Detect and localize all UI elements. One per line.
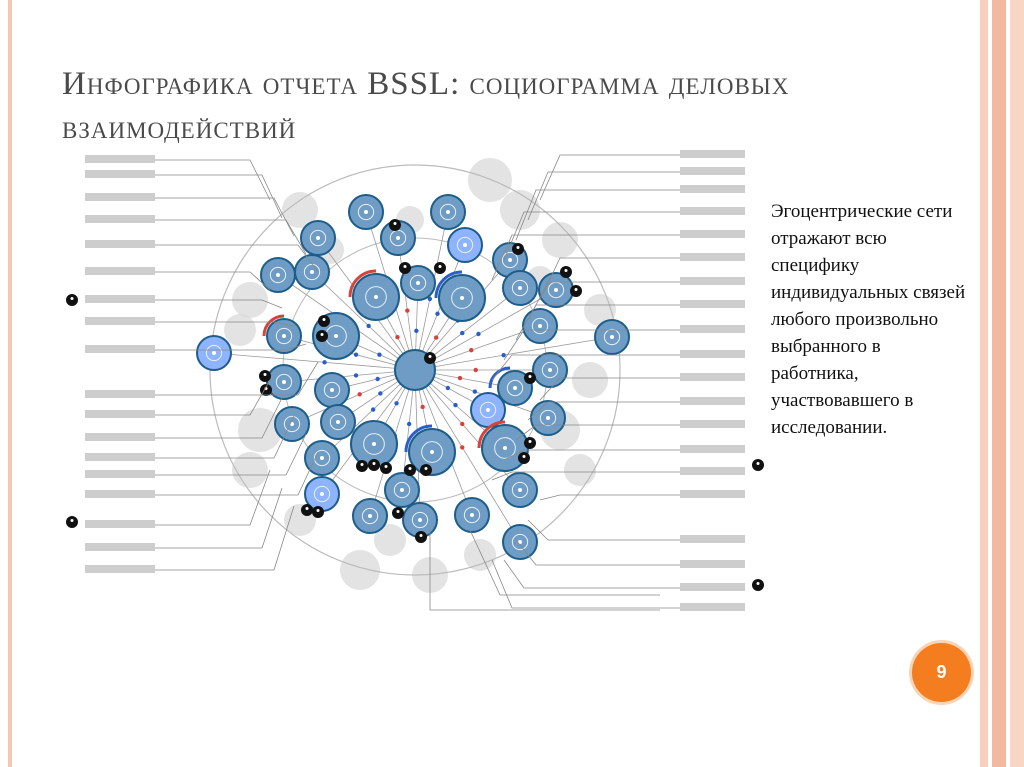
edge-marker: [414, 329, 418, 333]
background-blob: [224, 314, 256, 346]
blurred-label: [680, 535, 745, 543]
leader-line: [528, 172, 680, 220]
blurred-label: [680, 300, 745, 308]
person-icon-head: [517, 246, 520, 249]
edge-marker: [420, 405, 424, 409]
snowflake-icon: [538, 324, 542, 328]
edge-marker: [460, 445, 464, 449]
edge-marker: [394, 401, 398, 405]
edge-marker: [435, 312, 439, 316]
background-blob: [232, 452, 268, 488]
blurred-label: [85, 490, 155, 498]
blurred-label: [680, 490, 745, 498]
snowflake-icon: [330, 388, 334, 392]
person-icon-head: [373, 462, 376, 465]
person-icon-head: [404, 265, 407, 268]
person-icon-head: [425, 467, 428, 470]
edge-marker: [371, 407, 375, 411]
leader-line: [155, 434, 306, 475]
person-icon-head: [429, 355, 432, 358]
blurred-label: [85, 433, 155, 441]
person-icon-head: [523, 455, 526, 458]
snowflake-icon: [508, 258, 512, 262]
blurred-label: [85, 410, 155, 418]
person-icon-head: [565, 269, 568, 272]
snowflake-icon: [430, 450, 434, 454]
snowflake-icon: [276, 273, 280, 277]
leader-line: [155, 175, 282, 218]
person-icon-head: [575, 288, 578, 291]
snowflake-icon: [460, 296, 464, 300]
edge-marker: [366, 324, 370, 328]
edge-marker: [322, 360, 326, 364]
snowflake-icon: [418, 518, 422, 522]
blurred-label: [680, 253, 745, 261]
person-icon-head: [529, 375, 532, 378]
leader-line: [516, 190, 680, 240]
edge-marker: [354, 373, 358, 377]
blurred-label: [680, 185, 745, 193]
blurred-label: [680, 583, 745, 591]
edge-marker: [460, 422, 464, 426]
edge-marker: [378, 391, 382, 395]
slide-description: Эгоцентрические сети отражают всю специфику индивидуальных связей любого произвольно выбранного в работника, участвовавшего в исследовании.: [771, 201, 966, 438]
snowflake-icon: [396, 236, 400, 240]
leader-line: [504, 450, 680, 460]
background-blob: [464, 539, 496, 571]
snowflake-icon: [336, 420, 340, 424]
snowflake-icon: [503, 446, 507, 450]
page-number-badge: 9: [912, 643, 971, 702]
edge-marker: [474, 368, 478, 372]
blurred-label: [680, 207, 745, 215]
leader-line: [430, 530, 660, 610]
blurred-label: [680, 150, 745, 158]
snowflake-icon: [518, 488, 522, 492]
person-icon-head: [420, 534, 423, 537]
edge-marker: [446, 386, 450, 390]
blurred-label: [85, 520, 155, 528]
blurred-label: [85, 295, 155, 303]
snowflake-icon: [282, 380, 286, 384]
person-icon-head: [71, 519, 74, 522]
blurred-label: [85, 345, 155, 353]
blurred-label: [680, 397, 745, 405]
leader-line: [492, 560, 680, 608]
snowflake-icon: [310, 270, 314, 274]
blurred-label: [680, 350, 745, 358]
snowflake-icon: [546, 416, 550, 420]
snowflake-icon: [446, 210, 450, 214]
blurred-label: [680, 445, 745, 453]
edge-marker: [405, 308, 409, 312]
person-icon-head: [323, 318, 326, 321]
leader-line: [155, 160, 270, 200]
slide-title: Инфографика отчета BSSL: социограмма деловых взаимодействий: [62, 66, 790, 146]
leader-line: [155, 488, 282, 548]
snowflake-icon: [486, 408, 490, 412]
snowflake-icon: [316, 236, 320, 240]
snowflake-icon: [518, 286, 522, 290]
background-blob: [572, 362, 608, 398]
person-icon-head: [317, 509, 320, 512]
snowflake-icon: [470, 513, 474, 517]
edge-marker: [473, 389, 477, 393]
person-icon-head: [394, 222, 397, 225]
background-blob: [340, 550, 380, 590]
blurred-label: [85, 215, 155, 223]
blurred-label: [85, 240, 155, 248]
leader-line: [155, 220, 306, 254]
edge-marker: [395, 335, 399, 339]
snowflake-icon: [334, 334, 338, 338]
background-blob: [542, 222, 578, 258]
blurred-label: [680, 167, 745, 175]
background-blob: [468, 158, 512, 202]
person-icon-head: [439, 265, 442, 268]
edge-marker: [407, 422, 411, 426]
person-icon-head: [321, 333, 324, 336]
edge-marker: [476, 332, 480, 336]
leader-line: [504, 560, 680, 588]
snowflake-icon: [320, 492, 324, 496]
edge-marker: [453, 403, 457, 407]
snowflake-icon: [368, 514, 372, 518]
snowflake-icon: [364, 210, 368, 214]
snowflake-icon: [463, 243, 467, 247]
person-icon-head: [409, 467, 412, 470]
blurred-label: [85, 453, 155, 461]
snowflake-icon: [610, 335, 614, 339]
person-icon-head: [264, 373, 267, 376]
leader-line: [155, 380, 270, 415]
person-icon-head: [397, 510, 400, 513]
snowflake-icon: [554, 288, 558, 292]
blurred-label: [85, 170, 155, 178]
snowflake-icon: [374, 295, 378, 299]
blurred-label: [85, 267, 155, 275]
blurred-label: [85, 317, 155, 325]
blurred-label: [85, 543, 155, 551]
blurred-label: [85, 565, 155, 573]
blurred-label: [85, 193, 155, 201]
blurred-label: [85, 155, 155, 163]
person-icon-head: [361, 463, 364, 466]
blurred-label: [680, 325, 745, 333]
edge-marker: [434, 335, 438, 339]
blurred-label: [680, 560, 745, 568]
blurred-label: [680, 277, 745, 285]
background-blob: [564, 454, 596, 486]
blurred-label: [680, 230, 745, 238]
leader-line: [155, 198, 294, 236]
leader-line: [516, 540, 680, 565]
person-icon-head: [757, 582, 760, 585]
blurred-label: [680, 373, 745, 381]
blurred-label: [680, 603, 745, 611]
snowflake-icon: [513, 386, 517, 390]
edge-marker: [377, 353, 381, 357]
edge-marker: [501, 353, 505, 357]
snowflake-icon: [320, 456, 324, 460]
snowflake-icon: [416, 281, 420, 285]
snowflake-icon: [548, 368, 552, 372]
person-icon-head: [529, 440, 532, 443]
edge-marker: [375, 377, 379, 381]
person-icon-head: [385, 465, 388, 468]
snowflake-icon: [282, 334, 286, 338]
leader-line: [540, 155, 680, 200]
person-icon-head: [71, 297, 74, 300]
edge-marker: [460, 331, 464, 335]
blurred-label: [85, 470, 155, 478]
snowflake-icon: [372, 442, 376, 446]
blurred-label: [680, 420, 745, 428]
blurred-label: [680, 467, 745, 475]
snowflake-icon: [212, 351, 216, 355]
leader-line: [540, 495, 680, 500]
snowflake-icon: [400, 488, 404, 492]
blurred-label: [85, 390, 155, 398]
person-icon-head: [757, 462, 760, 465]
edge-marker: [458, 376, 462, 380]
edge-marker: [357, 392, 361, 396]
edge-marker: [354, 353, 358, 357]
person-icon-head: [306, 507, 309, 510]
edge-marker: [469, 348, 473, 352]
